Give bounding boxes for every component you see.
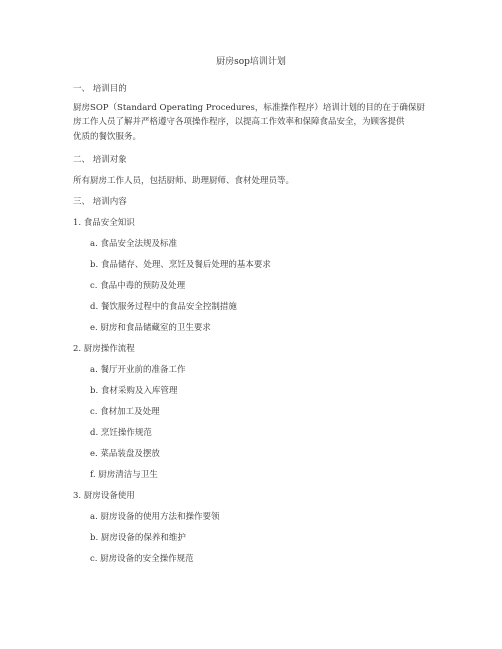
list-item: a. 餐厅开业前的准备工作	[90, 365, 186, 375]
list-item: b. 食品储存、处理、烹饪及餐后处理的基本要求	[90, 260, 271, 270]
list-item: a. 厨房设备的使用方法和操作要领	[90, 512, 220, 522]
list-item: d. 餐饮服务过程中的食品安全控制措施	[90, 302, 237, 312]
section-heading-purpose: 一、 培训目的	[73, 84, 127, 94]
list-item: c. 食材加工及处理	[90, 407, 160, 417]
page-title: 厨房sop培训计划	[216, 57, 286, 67]
list-item: c. 食品中毒的预防及处理	[90, 281, 186, 291]
content-group-1-label: 1. 食品安全知识	[73, 218, 135, 228]
list-item: e. 厨房和食品储藏室的卫生要求	[90, 323, 211, 333]
purpose-line-3: 优质的餐饮服务。	[73, 132, 142, 142]
section-heading-content: 三、 培训内容	[73, 197, 127, 207]
list-item: a. 食品安全法规及标准	[90, 239, 177, 249]
list-item: c. 厨房设备的安全操作规范	[90, 554, 194, 564]
list-item: b. 食材采购及入库管理	[90, 386, 178, 396]
content-group-3-label: 3. 厨房设备使用	[73, 491, 135, 501]
list-item: e. 菜品装盘及摆放	[90, 449, 160, 459]
audience-text: 所有厨房工作人员，包括厨师、助理厨师、食材处理员等。	[73, 176, 295, 186]
list-item: b. 厨房设备的保养和维护	[90, 533, 186, 543]
purpose-line-2: 房工作人员了解并严格遵守各项操作程序，以提高工作效率和保障食品安全，为顾客提供	[73, 117, 405, 127]
section-heading-audience: 二、 培训对象	[73, 155, 127, 165]
list-item: f. 厨房清洁与卫生	[90, 470, 158, 480]
list-item: d. 烹饪操作规范	[90, 428, 152, 438]
content-group-2-label: 2. 厨房操作流程	[73, 344, 135, 354]
purpose-line-1: 厨房SOP（Standard Operating Procedures，标准操作程序）培训计划的目的在于确保厨	[73, 103, 425, 113]
